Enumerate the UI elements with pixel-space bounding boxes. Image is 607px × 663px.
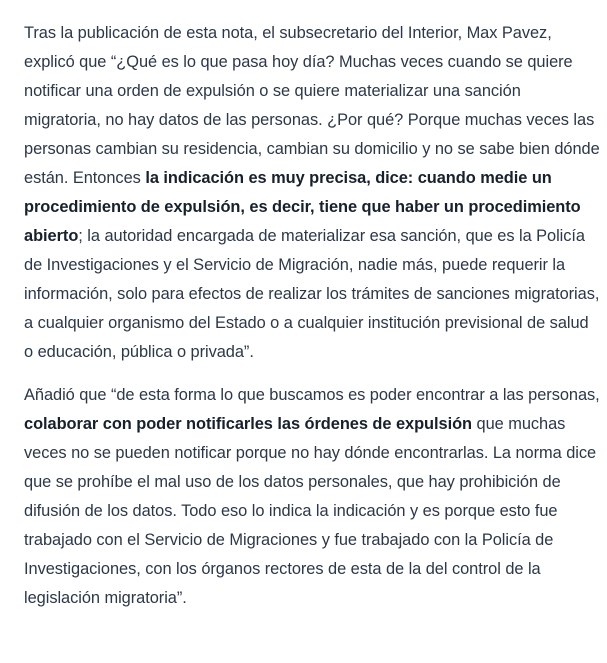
- paragraph-2-text: Añadió que “de esta forma lo que buscamos es poder encontrar a las personas,: [24, 386, 600, 404]
- paragraph-2-emphasis: colaborar con poder notificarles las órdenes de expulsión: [24, 415, 473, 433]
- paragraph-1-emphasis: la indicación es muy precisa, dice: cuando medie un procedimiento de expulsión, es decir, tiene que haber un procedimiento abierto: [24, 169, 581, 245]
- paragraph-1: [24, 19, 602, 367]
- article-body: [24, 19, 602, 613]
- paragraph-1-text-continued: ; la autoridad encargada de materializar esa sanción, que es la Policía de Investigaciones y el Servicio de Migración, nadie más, puede requerir la información, solo para efectos de realizar los trámites de sanciones migratorias, a cualquier organismo del Estado o a cualquier institución previsional de salud o educación, pública o privada”.: [24, 227, 600, 361]
- paragraph-2-text-continued: que muchas veces no se pueden notificar porque no hay dónde encontrarlas. La norma dice que se prohíbe el mal uso de los datos personales, que hay prohibición de difusión de los datos. Todo eso lo indica la indicación y es porque esto fue trabajado con el Servicio de Migraciones y fue trabajado con la Policía de Investigaciones, con los órganos rectores de esta de la del control de la legislación migratoria”.: [24, 415, 597, 607]
- paragraph-2: [24, 381, 602, 613]
- paragraph-1-text: Tras la publicación de esta nota, el subsecretario del Interior, Max Pavez, explicó que “¿Qué es lo que pasa hoy día? Muchas veces cuando se quiere notificar una orden de expulsión o se quiere materializar una sanción migratoria, no hay datos de las personas. ¿Por qué? Porque muchas veces las personas cambian su residencia, cambian su domicilio y no se sabe bien dónde están. Entonces: [24, 24, 600, 187]
